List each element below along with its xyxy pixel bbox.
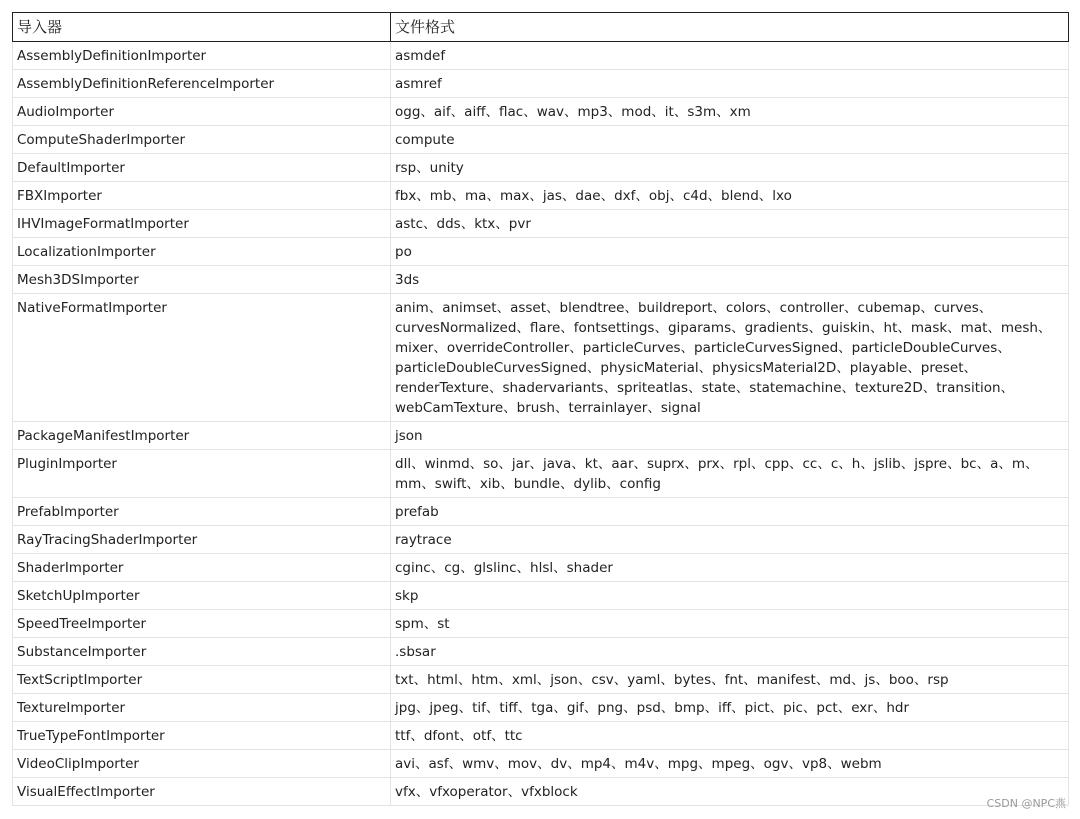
header-importer: 导入器 [13,13,391,42]
importer-name-cell: SpeedTreeImporter [13,610,391,638]
file-format-cell: dll、winmd、so、jar、java、kt、aar、suprx、prx、rpl、cpp、cc、c、h、jslib、jspre、bc、a、m、mm、swift、xib、bundle、dylib、config [391,450,1069,498]
importer-name-cell: VisualEffectImporter [13,778,391,806]
importer-name-cell: TrueTypeFontImporter [13,722,391,750]
table-row [13,126,1069,154]
importer-name-cell: NativeFormatImporter [13,294,391,422]
table-row [13,722,1069,750]
file-format-cell: astc、dds、ktx、pvr [391,210,1069,238]
file-format-cell: rsp、unity [391,154,1069,182]
table-row [13,638,1069,666]
table-row [13,422,1069,450]
importer-name-cell: RayTracingShaderImporter [13,526,391,554]
table-row [13,182,1069,210]
table-row [13,154,1069,182]
file-format-cell: prefab [391,498,1069,526]
file-format-cell: spm、st [391,610,1069,638]
table-row [13,610,1069,638]
file-format-cell: .sbsar [391,638,1069,666]
table-row [13,582,1069,610]
table-row [13,526,1069,554]
table-row [13,554,1069,582]
table-row [13,238,1069,266]
importer-name-cell: ShaderImporter [13,554,391,582]
table-row [13,498,1069,526]
file-format-cell: 3ds [391,266,1069,294]
table-row [13,778,1069,806]
file-format-cell: ttf、dfont、otf、ttc [391,722,1069,750]
file-format-cell: po [391,238,1069,266]
importer-name-cell: VideoClipImporter [13,750,391,778]
file-format-cell: txt、html、htm、xml、json、csv、yaml、bytes、fnt、manifest、md、js、boo、rsp [391,666,1069,694]
file-format-cell: raytrace [391,526,1069,554]
file-format-cell: compute [391,126,1069,154]
table-row [13,42,1069,70]
watermark: CSDN @NPC燕 [986,797,1066,810]
table-row [13,98,1069,126]
importer-name-cell: ComputeShaderImporter [13,126,391,154]
importer-name-cell: SubstanceImporter [13,638,391,666]
table-row [13,750,1069,778]
table-row [13,694,1069,722]
file-format-cell: skp [391,582,1069,610]
table-row [13,666,1069,694]
table-row [13,294,1069,422]
table-row [13,210,1069,238]
header-file-format: 文件格式 [391,13,1069,42]
file-format-cell: anim、animset、asset、blendtree、buildreport、colors、controller、cubemap、curves、curvesNormalized、flare、fontsettings、giparams、gradients、guiskin、ht、mask、mat、mesh、mixer、overrideController、particleCurves、particleCurvesSigned、particleDoubleCurves、particleDoubleCurvesSigned、physicMaterial、physicsMaterial2D、playable、preset、renderTexture、shadervariants、spriteatlas、state、statemachine、texture2D、transition、webCamTexture、brush、terrainlayer、signal [391,294,1069,422]
importer-name-cell: PluginImporter [13,450,391,498]
importer-name-cell: Mesh3DSImporter [13,266,391,294]
importer-name-cell: IHVImageFormatImporter [13,210,391,238]
file-format-cell: json [391,422,1069,450]
importer-name-cell: PackageManifestImporter [13,422,391,450]
importer-name-cell: SketchUpImporter [13,582,391,610]
file-format-cell: jpg、jpeg、tif、tiff、tga、gif、png、psd、bmp、iff、pict、pic、pct、exr、hdr [391,694,1069,722]
file-format-cell: ogg、aif、aiff、flac、wav、mp3、mod、it、s3m、xm [391,98,1069,126]
file-format-cell: fbx、mb、ma、max、jas、dae、dxf、obj、c4d、blend、lxo [391,182,1069,210]
importer-name-cell: AudioImporter [13,98,391,126]
importer-name-cell: PrefabImporter [13,498,391,526]
importer-name-cell: TextScriptImporter [13,666,391,694]
file-format-cell: avi、asf、wmv、mov、dv、mp4、m4v、mpg、mpeg、ogv、vp8、webm [391,750,1069,778]
importer-name-cell: FBXImporter [13,182,391,210]
table-row [13,450,1069,498]
importer-name-cell: AssemblyDefinitionReferenceImporter [13,70,391,98]
importer-name-cell: LocalizationImporter [13,238,391,266]
table-body [13,42,1069,806]
table-row [13,266,1069,294]
importer-table [12,12,1069,806]
table-row [13,70,1069,98]
importer-name-cell: AssemblyDefinitionImporter [13,42,391,70]
file-format-cell: vfx、vfxoperator、vfxblock [391,778,1069,806]
importer-name-cell: TextureImporter [13,694,391,722]
file-format-cell: asmref [391,70,1069,98]
file-format-cell: cginc、cg、glslinc、hlsl、shader [391,554,1069,582]
importer-name-cell: DefaultImporter [13,154,391,182]
file-format-cell: asmdef [391,42,1069,70]
table-header-row [13,13,1069,42]
